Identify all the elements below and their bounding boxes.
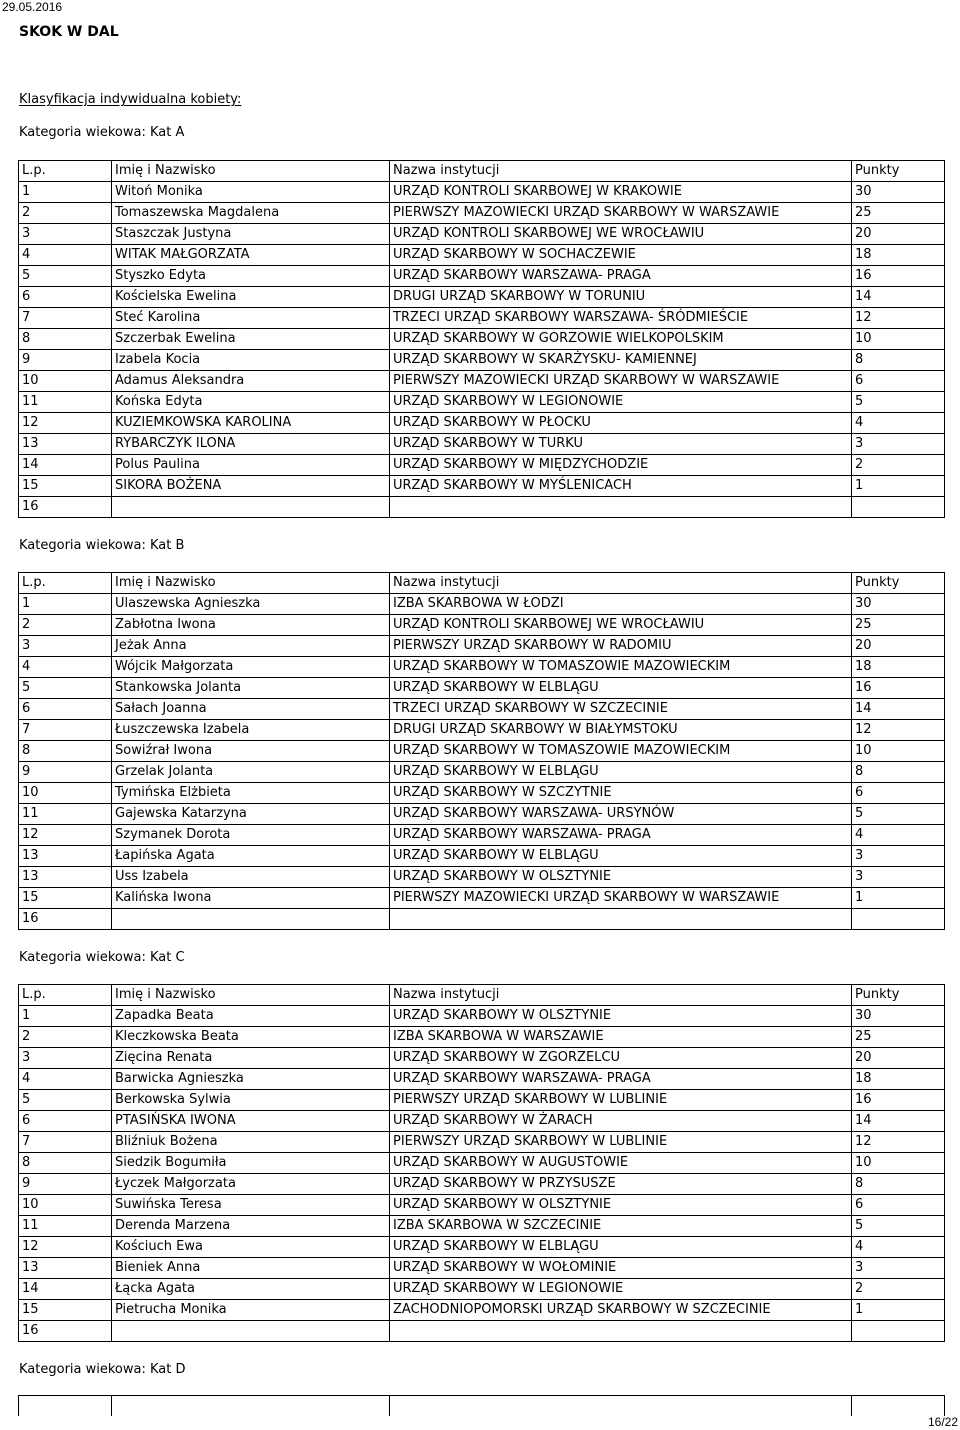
lp-cell: 14 bbox=[19, 455, 112, 476]
table-row bbox=[19, 308, 945, 329]
name-cell: Łącka Agata bbox=[112, 1279, 390, 1300]
lp-cell: 12 bbox=[19, 825, 112, 846]
table-row bbox=[19, 762, 945, 783]
points-cell: 12 bbox=[852, 308, 945, 329]
lp-cell: 2 bbox=[19, 615, 112, 636]
name-cell: Styszko Edyta bbox=[112, 266, 390, 287]
institution-cell: URZĄD SKARBOWY W LEGIONOWIE bbox=[390, 392, 852, 413]
name-cell: Łapińska Agata bbox=[112, 846, 390, 867]
name-cell: Gajewska Katarzyna bbox=[112, 804, 390, 825]
name-cell: Steć Karolina bbox=[112, 308, 390, 329]
name-cell: PTASIŃSKA IWONA bbox=[112, 1111, 390, 1132]
name-cell: Tomaszewska Magdalena bbox=[112, 203, 390, 224]
name-cell: Sałach Joanna bbox=[112, 699, 390, 720]
name-cell: Uss Izabela bbox=[112, 867, 390, 888]
lp-cell: 2 bbox=[19, 1027, 112, 1048]
results-table-kat-c bbox=[18, 984, 945, 1342]
points-cell: 3 bbox=[852, 1258, 945, 1279]
points-cell: 3 bbox=[852, 867, 945, 888]
lp-cell: 13 bbox=[19, 434, 112, 455]
name-cell: Pietrucha Monika bbox=[112, 1300, 390, 1321]
table-row bbox=[19, 413, 945, 434]
institution-cell: TRZECI URZĄD SKARBOWY W SZCZECINIE bbox=[390, 699, 852, 720]
institution-cell: DRUGI URZĄD SKARBOWY W BIAŁYMSTOKU bbox=[390, 720, 852, 741]
institution-cell: URZĄD SKARBOWY W AUGUSTOWIE bbox=[390, 1153, 852, 1174]
name-cell: Stankowska Jolanta bbox=[112, 678, 390, 699]
points-cell: 1 bbox=[852, 888, 945, 909]
name-cell: Sowiźrał Iwona bbox=[112, 741, 390, 762]
table-row bbox=[19, 1195, 945, 1216]
name-cell: Barwicka Agnieszka bbox=[112, 1069, 390, 1090]
institution-cell: DRUGI URZĄD SKARBOWY W TORUNIU bbox=[390, 287, 852, 308]
institution-cell: URZĄD SKARBOWY W MYŚLENICACH bbox=[390, 476, 852, 497]
institution-cell: URZĄD SKARBOWY WARSZAWA- PRAGA bbox=[390, 825, 852, 846]
column-header-name: Imię i Nazwisko bbox=[112, 573, 390, 594]
lp-cell: 9 bbox=[19, 1174, 112, 1195]
institution-cell: PIERWSZY MAZOWIECKI URZĄD SKARBOWY W WARSZAWIE bbox=[390, 888, 852, 909]
institution-cell: URZĄD SKARBOWY W PRZYSUSZE bbox=[390, 1174, 852, 1195]
institution-cell: PIERWSZY URZĄD SKARBOWY W RADOMIU bbox=[390, 636, 852, 657]
points-cell: 25 bbox=[852, 615, 945, 636]
points-cell: 2 bbox=[852, 1279, 945, 1300]
points-cell: 6 bbox=[852, 783, 945, 804]
lp-cell: 12 bbox=[19, 413, 112, 434]
institution-cell: URZĄD SKARBOWY W ELBLĄGU bbox=[390, 762, 852, 783]
lp-cell: 16 bbox=[19, 909, 112, 930]
points-cell: 12 bbox=[852, 720, 945, 741]
name-cell bbox=[112, 909, 390, 930]
points-cell: 3 bbox=[852, 846, 945, 867]
points-cell: 10 bbox=[852, 741, 945, 762]
table-row bbox=[19, 1111, 945, 1132]
institution-cell: URZĄD SKARBOWY W WOŁOMINIE bbox=[390, 1258, 852, 1279]
institution-cell: ZACHODNIOPOMORSKI URZĄD SKARBOWY W SZCZECINIE bbox=[390, 1300, 852, 1321]
institution-cell: URZĄD KONTROLI SKARBOWEJ WE WROCŁAWIU bbox=[390, 224, 852, 245]
table-row bbox=[19, 1006, 945, 1027]
lp-cell: 1 bbox=[19, 182, 112, 203]
points-cell: 16 bbox=[852, 266, 945, 287]
institution-cell: URZĄD SKARBOWY W TURKU bbox=[390, 434, 852, 455]
institution-cell: IZBA SKARBOWA W WARSZAWIE bbox=[390, 1027, 852, 1048]
results-table-kat-d bbox=[18, 1395, 945, 1416]
institution-cell: IZBA SKARBOWA W ŁODZI bbox=[390, 594, 852, 615]
institution-cell bbox=[390, 1321, 852, 1342]
institution-cell: URZĄD SKARBOWY W SZCZYTNIE bbox=[390, 783, 852, 804]
lp-cell: 2 bbox=[19, 203, 112, 224]
points-cell: 6 bbox=[852, 1195, 945, 1216]
lp-cell: 12 bbox=[19, 1237, 112, 1258]
institution-cell: URZĄD SKARBOWY W SKARŻYSKU- KAMIENNEJ bbox=[390, 350, 852, 371]
name-cell: Berkowska Sylwia bbox=[112, 1090, 390, 1111]
points-cell: 4 bbox=[852, 825, 945, 846]
points-cell: 12 bbox=[852, 1132, 945, 1153]
name-cell: Derenda Marzena bbox=[112, 1216, 390, 1237]
table-header-row bbox=[19, 573, 945, 594]
lp-cell: 4 bbox=[19, 1069, 112, 1090]
name-cell: Polus Paulina bbox=[112, 455, 390, 476]
institution-cell: URZĄD SKARBOWY W OLSZTYNIE bbox=[390, 1195, 852, 1216]
table-row bbox=[19, 1027, 945, 1048]
points-cell: 4 bbox=[852, 413, 945, 434]
points-cell: 8 bbox=[852, 1174, 945, 1195]
lp-cell: 5 bbox=[19, 678, 112, 699]
institution-cell: URZĄD SKARBOWY W ELBLĄGU bbox=[390, 846, 852, 867]
lp-cell: 10 bbox=[19, 1195, 112, 1216]
category-label-kat-d: Kategoria wiekowa: Kat D bbox=[19, 1362, 186, 1377]
page-number: 16/22 bbox=[927, 1415, 958, 1429]
lp-cell: 7 bbox=[19, 1132, 112, 1153]
table-row bbox=[19, 1069, 945, 1090]
institution-cell: TRZECI URZĄD SKARBOWY WARSZAWA- ŚRÓDMIEŚCIE bbox=[390, 308, 852, 329]
table-row bbox=[19, 825, 945, 846]
name-cell: WITAK MAŁGORZATA bbox=[112, 245, 390, 266]
points-cell: 2 bbox=[852, 455, 945, 476]
name-cell: Ulaszewska Agnieszka bbox=[112, 594, 390, 615]
institution-cell: URZĄD SKARBOWY W ZGORZELCU bbox=[390, 1048, 852, 1069]
table-row bbox=[19, 455, 945, 476]
name-cell: Staszczak Justyna bbox=[112, 224, 390, 245]
table-row bbox=[19, 636, 945, 657]
name-cell: Szymanek Dorota bbox=[112, 825, 390, 846]
points-cell: 14 bbox=[852, 287, 945, 308]
points-cell bbox=[852, 1321, 945, 1342]
column-header-lp: L.p. bbox=[19, 161, 112, 182]
name-cell bbox=[112, 497, 390, 518]
lp-cell: 1 bbox=[19, 594, 112, 615]
column-header-points: Punkty bbox=[852, 985, 945, 1006]
table-row bbox=[19, 657, 945, 678]
table-row bbox=[19, 594, 945, 615]
name-cell: Kościuch Ewa bbox=[112, 1237, 390, 1258]
name-cell: KUZIEMKOWSKA KAROLINA bbox=[112, 413, 390, 434]
institution-cell: PIERWSZY URZĄD SKARBOWY W LUBLINIE bbox=[390, 1132, 852, 1153]
column-header-name: Imię i Nazwisko bbox=[112, 985, 390, 1006]
table-row bbox=[19, 371, 945, 392]
name-cell: SIKORA BOŻENA bbox=[112, 476, 390, 497]
name-cell: Jeżak Anna bbox=[112, 636, 390, 657]
classification-heading: Klasyfikacja indywidualna kobiety: bbox=[19, 92, 242, 107]
table-row bbox=[19, 1090, 945, 1111]
name-cell: Kościelska Ewelina bbox=[112, 287, 390, 308]
institution-cell: URZĄD SKARBOWY W ELBLĄGU bbox=[390, 1237, 852, 1258]
name-cell: Tymińska Elżbieta bbox=[112, 783, 390, 804]
lp-cell: 7 bbox=[19, 720, 112, 741]
lp-cell: 4 bbox=[19, 245, 112, 266]
table-row bbox=[19, 1237, 945, 1258]
points-cell bbox=[852, 497, 945, 518]
name-cell: Suwińska Teresa bbox=[112, 1195, 390, 1216]
lp-cell: 11 bbox=[19, 392, 112, 413]
table-row bbox=[19, 434, 945, 455]
name-cell: Kalińska Iwona bbox=[112, 888, 390, 909]
table-row bbox=[19, 783, 945, 804]
name-cell: Grzelak Jolanta bbox=[112, 762, 390, 783]
results-table-kat-b bbox=[18, 572, 945, 930]
lp-cell: 11 bbox=[19, 1216, 112, 1237]
points-cell: 14 bbox=[852, 699, 945, 720]
table-row bbox=[19, 1300, 945, 1321]
name-cell: Izabela Kocia bbox=[112, 350, 390, 371]
points-cell: 8 bbox=[852, 762, 945, 783]
table-row bbox=[19, 1174, 945, 1195]
page-title: SKOK W DAL bbox=[19, 24, 119, 40]
points-cell: 14 bbox=[852, 1111, 945, 1132]
institution-cell: URZĄD SKARBOWY WARSZAWA- URSYNÓW bbox=[390, 804, 852, 825]
lp-cell: 4 bbox=[19, 657, 112, 678]
lp-cell: 15 bbox=[19, 888, 112, 909]
lp-cell: 6 bbox=[19, 287, 112, 308]
table-row bbox=[19, 1216, 945, 1237]
lp-cell: 16 bbox=[19, 497, 112, 518]
lp-cell: 6 bbox=[19, 1111, 112, 1132]
lp-cell: 11 bbox=[19, 804, 112, 825]
lp-cell: 9 bbox=[19, 762, 112, 783]
table-row bbox=[19, 245, 945, 266]
results-table-kat-a bbox=[18, 160, 945, 518]
name-cell: RYBARCZYK ILONA bbox=[112, 434, 390, 455]
points-cell: 1 bbox=[852, 1300, 945, 1321]
institution-cell: URZĄD SKARBOWY W ELBLĄGU bbox=[390, 678, 852, 699]
points-cell: 30 bbox=[852, 182, 945, 203]
points-cell: 6 bbox=[852, 371, 945, 392]
lp-cell: 7 bbox=[19, 308, 112, 329]
print-date: 29.05.2016 bbox=[2, 0, 63, 14]
institution-cell: URZĄD KONTROLI SKARBOWEJ W KRAKOWIE bbox=[390, 182, 852, 203]
table-row bbox=[19, 1258, 945, 1279]
table-row bbox=[19, 392, 945, 413]
table-row bbox=[19, 888, 945, 909]
institution-cell: URZĄD SKARBOWY W TOMASZOWIE MAZOWIECKIM bbox=[390, 657, 852, 678]
lp-cell: 13 bbox=[19, 1258, 112, 1279]
institution-cell: URZĄD SKARBOWY W PŁOCKU bbox=[390, 413, 852, 434]
name-cell: Zapadka Beata bbox=[112, 1006, 390, 1027]
table-row bbox=[19, 476, 945, 497]
points-cell: 5 bbox=[852, 1216, 945, 1237]
lp-cell: 13 bbox=[19, 846, 112, 867]
lp-cell: 1 bbox=[19, 1006, 112, 1027]
table-row bbox=[19, 678, 945, 699]
table-row bbox=[19, 699, 945, 720]
points-cell: 10 bbox=[852, 329, 945, 350]
lp-cell: 15 bbox=[19, 1300, 112, 1321]
points-cell: 1 bbox=[852, 476, 945, 497]
institution-cell: URZĄD SKARBOWY W ŻARACH bbox=[390, 1111, 852, 1132]
lp-cell: 10 bbox=[19, 371, 112, 392]
column-header-points: Punkty bbox=[852, 161, 945, 182]
points-cell: 18 bbox=[852, 657, 945, 678]
category-label-kat-c: Kategoria wiekowa: Kat C bbox=[19, 950, 185, 965]
column-header-institution: Nazwa instytucji bbox=[390, 161, 852, 182]
points-cell: 20 bbox=[852, 636, 945, 657]
name-cell: Łyczek Małgorzata bbox=[112, 1174, 390, 1195]
points-cell: 20 bbox=[852, 224, 945, 245]
lp-cell: 9 bbox=[19, 350, 112, 371]
name-cell: Zabłotna Iwona bbox=[112, 615, 390, 636]
name-cell: Końska Edyta bbox=[112, 392, 390, 413]
points-cell: 5 bbox=[852, 804, 945, 825]
points-cell: 18 bbox=[852, 245, 945, 266]
points-cell: 30 bbox=[852, 594, 945, 615]
table-row bbox=[19, 350, 945, 371]
lp-cell: 10 bbox=[19, 783, 112, 804]
institution-cell: URZĄD SKARBOWY WARSZAWA- PRAGA bbox=[390, 266, 852, 287]
name-cell: Siedzik Bogumiła bbox=[112, 1153, 390, 1174]
points-cell: 16 bbox=[852, 1090, 945, 1111]
name-cell: Witoń Monika bbox=[112, 182, 390, 203]
column-header-institution: Nazwa instytucji bbox=[390, 985, 852, 1006]
institution-cell: URZĄD SKARBOWY W SOCHACZEWIE bbox=[390, 245, 852, 266]
name-cell: Adamus Aleksandra bbox=[112, 371, 390, 392]
table-row bbox=[19, 867, 945, 888]
lp-cell: 8 bbox=[19, 741, 112, 762]
table-header-row bbox=[19, 985, 945, 1006]
table-row bbox=[19, 909, 945, 930]
points-cell: 20 bbox=[852, 1048, 945, 1069]
points-cell bbox=[852, 909, 945, 930]
points-cell: 3 bbox=[852, 434, 945, 455]
table-row bbox=[19, 224, 945, 245]
name-cell: Bieniek Anna bbox=[112, 1258, 390, 1279]
lp-cell: 6 bbox=[19, 699, 112, 720]
lp-cell: 3 bbox=[19, 636, 112, 657]
table-row bbox=[19, 846, 945, 867]
table-row bbox=[19, 287, 945, 308]
institution-cell: URZĄD KONTROLI SKARBOWEJ WE WROCŁAWIU bbox=[390, 615, 852, 636]
institution-cell bbox=[390, 497, 852, 518]
column-header-lp: L.p. bbox=[19, 985, 112, 1006]
name-cell: Zięcina Renata bbox=[112, 1048, 390, 1069]
institution-cell: PIERWSZY URZĄD SKARBOWY W LUBLINIE bbox=[390, 1090, 852, 1111]
points-cell: 30 bbox=[852, 1006, 945, 1027]
institution-cell: URZĄD SKARBOWY W OLSZTYNIE bbox=[390, 867, 852, 888]
table-row bbox=[19, 497, 945, 518]
lp-cell: 8 bbox=[19, 1153, 112, 1174]
lp-cell: 5 bbox=[19, 1090, 112, 1111]
table-row bbox=[19, 1153, 945, 1174]
column-header-institution: Nazwa instytucji bbox=[390, 573, 852, 594]
lp-cell: 16 bbox=[19, 1321, 112, 1342]
name-cell: Łuszczewska Izabela bbox=[112, 720, 390, 741]
name-cell: Wójcik Małgorzata bbox=[112, 657, 390, 678]
name-cell: Szczerbak Ewelina bbox=[112, 329, 390, 350]
name-cell: Bliźniuk Bożena bbox=[112, 1132, 390, 1153]
table-row bbox=[19, 741, 945, 762]
table-row bbox=[19, 182, 945, 203]
institution-cell: IZBA SKARBOWA W SZCZECINIE bbox=[390, 1216, 852, 1237]
table-row bbox=[19, 1279, 945, 1300]
points-cell: 18 bbox=[852, 1069, 945, 1090]
table-row bbox=[19, 329, 945, 350]
table-row bbox=[19, 804, 945, 825]
lp-cell: 5 bbox=[19, 266, 112, 287]
lp-cell: 8 bbox=[19, 329, 112, 350]
category-label-kat-a: Kategoria wiekowa: Kat A bbox=[19, 125, 185, 140]
name-cell: Kleczkowska Beata bbox=[112, 1027, 390, 1048]
lp-cell: 14 bbox=[19, 1279, 112, 1300]
points-cell: 16 bbox=[852, 678, 945, 699]
points-cell: 10 bbox=[852, 1153, 945, 1174]
table-row bbox=[19, 203, 945, 224]
table-row bbox=[19, 266, 945, 287]
institution-cell: URZĄD SKARBOWY W LEGIONOWIE bbox=[390, 1279, 852, 1300]
table-header-row bbox=[19, 161, 945, 182]
institution-cell: PIERWSZY MAZOWIECKI URZĄD SKARBOWY W WARSZAWIE bbox=[390, 371, 852, 392]
category-label-kat-b: Kategoria wiekowa: Kat B bbox=[19, 538, 185, 553]
institution-cell: URZĄD SKARBOWY W TOMASZOWIE MAZOWIECKIM bbox=[390, 741, 852, 762]
table-row bbox=[19, 1321, 945, 1342]
column-header-lp: L.p. bbox=[19, 573, 112, 594]
table-row bbox=[19, 1132, 945, 1153]
column-header-points: Punkty bbox=[852, 573, 945, 594]
institution-cell: URZĄD SKARBOWY W OLSZTYNIE bbox=[390, 1006, 852, 1027]
column-header-name: Imię i Nazwisko bbox=[112, 161, 390, 182]
lp-cell: 3 bbox=[19, 224, 112, 245]
institution-cell bbox=[390, 909, 852, 930]
institution-cell: URZĄD SKARBOWY WARSZAWA- PRAGA bbox=[390, 1069, 852, 1090]
lp-cell: 3 bbox=[19, 1048, 112, 1069]
lp-cell: 13 bbox=[19, 867, 112, 888]
table-row bbox=[19, 720, 945, 741]
points-cell: 25 bbox=[852, 203, 945, 224]
points-cell: 4 bbox=[852, 1237, 945, 1258]
name-cell bbox=[112, 1321, 390, 1342]
points-cell: 25 bbox=[852, 1027, 945, 1048]
institution-cell: PIERWSZY MAZOWIECKI URZĄD SKARBOWY W WARSZAWIE bbox=[390, 203, 852, 224]
points-cell: 5 bbox=[852, 392, 945, 413]
table-row bbox=[19, 1048, 945, 1069]
table-row bbox=[19, 615, 945, 636]
points-cell: 8 bbox=[852, 350, 945, 371]
institution-cell: URZĄD SKARBOWY W MIĘDZYCHODZIE bbox=[390, 455, 852, 476]
institution-cell: URZĄD SKARBOWY W GORZOWIE WIELKOPOLSKIM bbox=[390, 329, 852, 350]
lp-cell: 15 bbox=[19, 476, 112, 497]
